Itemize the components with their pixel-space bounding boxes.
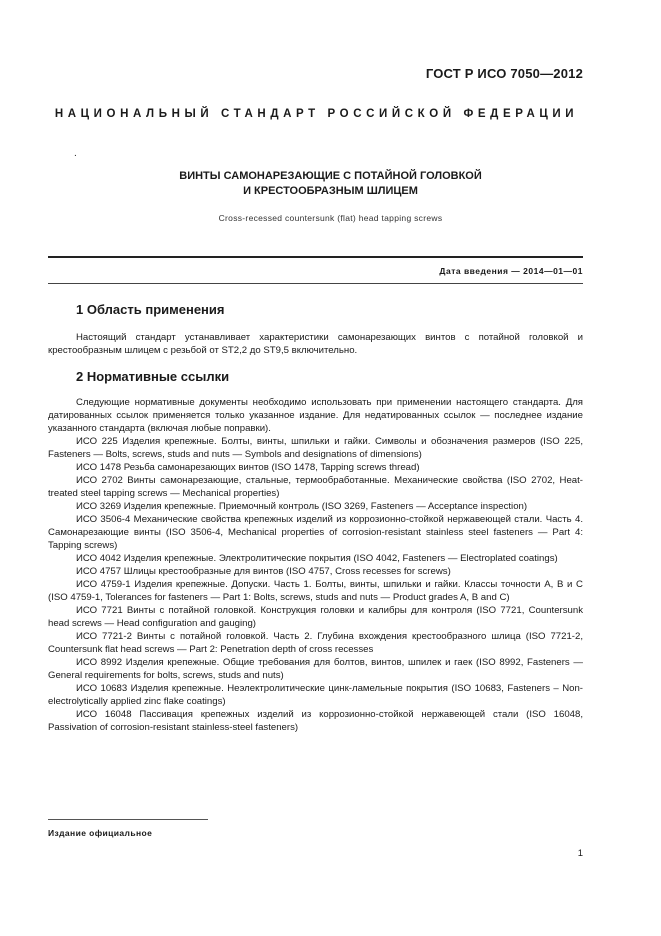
- document-code: ГОСТ Р ИСО 7050—2012: [425, 66, 583, 81]
- reference-iso-16048: ИСО 16048 Пассивация крепежных изделий из коррозионно-стойкой нержавеющей стали (ISO 16048, Passivation of corrosion-resistant stainless-steel fasteners): [48, 709, 583, 733]
- document-title-line-1: ВИНТЫ САМОНАРЕЗАЮЩИЕ С ПОТАЙНОЙ ГОЛОВКОЙ: [179, 170, 482, 182]
- reference-iso-1478: ИСО 1478 Резьба самонарезающих винтов (ISO 1478, Tapping screws thread): [76, 462, 420, 473]
- reference-iso-3269: ИСО 3269 Изделия крепежные. Приемочный контроль (ISO 3269, Fasteners — Acceptance inspection): [76, 501, 528, 512]
- reference-iso-225: ИСО 225 Изделия крепежные. Болты, винты, шпильки и гайки. Символы и обозначения размеров (ISO 225, Fasteners — Bolts, screws, studs and nuts — Symbols and designations of dimensions): [48, 436, 583, 460]
- official-edition-label: Издание официальное: [48, 828, 153, 838]
- national-standard-heading: НАЦИОНАЛЬНЫЙ СТАНДАРТ РОССИЙСКОЙ ФЕДЕРАЦИИ: [54, 108, 579, 120]
- reference-iso-4757: ИСО 4757 Шлицы крестообразные для винтов (ISO 4757, Cross recesses for screws): [76, 566, 451, 577]
- section-1-title: 1 Область применения: [76, 302, 225, 317]
- reference-iso-3506-4: ИСО 3506-4 Механические свойства крепежных изделий из коррозионно-стойкой нержавеющей стали. Часть 4. Самонарезающие винты (ISO 3506-4, Mechanical properties of corrosion-resistant stainless steel fasteners — Part 4: Tapping screws): [48, 514, 583, 551]
- header-divider-thin: [48, 283, 583, 284]
- stray-dot: .: [74, 148, 77, 159]
- footer-divider: [48, 819, 208, 820]
- section-1-body: [48, 331, 583, 357]
- section-2-body: [48, 396, 583, 734]
- page-number: 1: [577, 848, 583, 859]
- reference-iso-8992: ИСО 8992 Изделия крепежные. Общие требования для болтов, винтов, шпилек и гаек (ISO 8992, Fasteners — General requirements for bolts, screws, studs and nuts): [48, 657, 583, 681]
- reference-iso-2702: ИСО 2702 Винты самонарезающие, стальные, термообработанные. Механические свойства (ISO 2702, Heat-treated steel tapping screws — Mechanical properties): [48, 475, 583, 499]
- reference-iso-4042: ИСО 4042 Изделия крепежные. Электролитические покрытия (ISO 4042, Fasteners — Electroplated coatings): [76, 553, 558, 564]
- normative-intro-paragraph: Следующие нормативные документы необходимо использовать при применении настоящего стандарта. Для датированных ссылок применяется только указанное издание. Для недатированных ссылок — последнее издание указанного стандарта (включая любые поправки).: [48, 397, 583, 434]
- reference-iso-10683: ИСО 10683 Изделия крепежные. Неэлектролитические цинк-ламельные покрытия (ISO 10683, Fasteners – Non-electrolytically applied zinc flake coatings): [48, 683, 583, 707]
- header-divider-thick: [48, 256, 583, 258]
- reference-iso-7721: ИСО 7721 Винты с потайной головкой. Конструкция головки и калибры для контроля (ISO 7721, Countersunk head screws — Head configuration and gauging): [48, 605, 583, 629]
- section-1-paragraph: Настоящий стандарт устанавливает характеристики самонарезающих винтов с потайной головкой и крестообразным шлицем с резьбой от ST2,2 до ST9,5 включительно.: [48, 332, 583, 356]
- document-title-line-2: И КРЕСТООБРАЗНЫМ ШЛИЦЕМ: [243, 185, 418, 197]
- reference-iso-4759-1: ИСО 4759-1 Изделия крепежные. Допуски. Часть 1. Болты, винты, шпильки и гайки. Классы точности А, В и С (ISO 4759-1, Tolerances for fasteners — Part 1: Bolts, screws, studs and nuts — Product grades A, B and C): [48, 579, 583, 603]
- english-title: Cross-recessed countersunk (flat) head tapping screws: [218, 213, 443, 223]
- introduction-date: Дата введения — 2014—01—01: [439, 266, 583, 276]
- section-2-title: 2 Нормативные ссылки: [76, 369, 230, 384]
- reference-iso-7721-2: ИСО 7721-2 Винты с потайной головкой. Часть 2. Глубина вхождения крестообразного шлица (ISO 7721-2, Countersunk flat head screws — Part 2: Penetration depth of cross recesses: [48, 631, 583, 655]
